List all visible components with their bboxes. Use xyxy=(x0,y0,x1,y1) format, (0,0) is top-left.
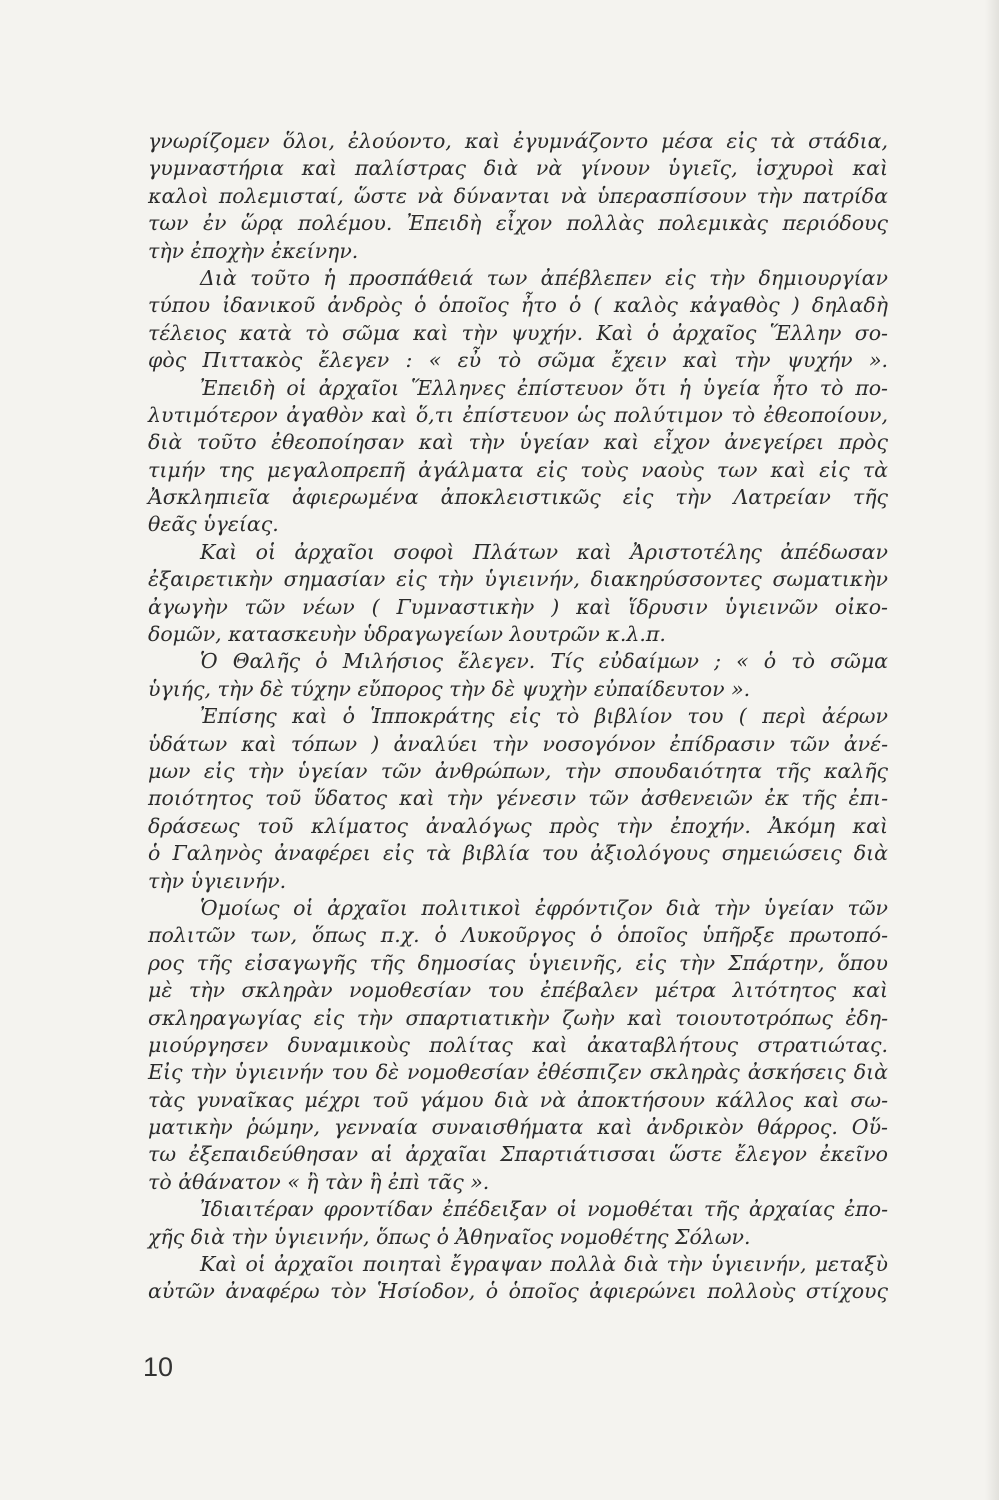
text-line: τὰς γυναῖκας μέχρι τοῦ γάμου διὰ νὰ ἀποκτήσουν κάλλος καὶ σω- xyxy=(148,1087,888,1112)
text-line: Καὶ οἱ ἀρχαῖοι ποιηταὶ ἔγραψαν πολλὰ διὰ τὴν ὑγιεινήν, μεταξὺ xyxy=(200,1252,888,1277)
text-line: Εἰς τὴν ὑγιεινήν του δὲ νομοθεσίαν ἐθέσπιζεν σκληρὰς ἀσκήσεις διὰ xyxy=(148,1060,888,1085)
text-line: Καὶ οἱ ἀρχαῖοι σοφοὶ Πλάτων καὶ Ἀριστοτέλης ἀπέδωσαν xyxy=(200,539,888,564)
body-text xyxy=(148,128,888,1306)
text-line: τὴν ἐποχὴν ἐκείνην. xyxy=(148,238,359,263)
text-line: ἀγωγὴν τῶν νέων ( Γυμναστικὴν ) καὶ ἵδρυσιν ὑγιεινῶν οἰκο- xyxy=(148,594,888,619)
page-number: 10 xyxy=(143,1352,174,1382)
text-line: θεᾶς ὑγείας. xyxy=(148,512,279,537)
text-line: φὸς Πιττακὸς ἔλεγεν : « εὖ τὸ σῶμα ἔχειν καὶ τὴν ψυχήν ». xyxy=(148,348,888,373)
text-line: ὑγιής, τὴν δὲ τύχην εὔπορος τὴν δὲ ψυχὴν εὐπαίδευτον ». xyxy=(148,676,751,701)
text-line: Ἀσκληπιεῖα ἀφιερωμένα ἀποκλειστικῶς εἰς τὴν Λατρείαν τῆς xyxy=(148,485,888,510)
text-line: γνωρίζομεν ὅλοι, ἐλούοντο, καὶ ἐγυμνάζοντο μέσα εἰς τὰ στάδια, xyxy=(148,129,888,153)
text-line: τιμήν της μεγαλοπρεπῆ ἀγάλματα εἰς τοὺς ναοὺς των καὶ εἰς τὰ xyxy=(148,457,888,482)
text-line: Ἰδιαιτέραν φροντίδαν ἐπέδειξαν οἱ νομοθέται τῆς ἀρχαίας ἐπο- xyxy=(200,1197,888,1222)
text-line: γυμναστήρια καὶ παλίστρας διὰ νὰ γίνουν ὑγιεῖς, ἰσχυροὶ καὶ xyxy=(148,156,888,181)
text-line: μὲ τὴν σκληρὰν νομοθεσίαν του ἐπέβαλεν μέτρα λιτότητος καὶ xyxy=(148,978,888,1003)
text-line: τύπου ἰδανικοῦ ἀνδρὸς ὁ ὁποῖος ἦτο ὁ ( καλὸς κἀγαθὸς ) δηλαδὴ xyxy=(148,293,888,318)
text-line: Ἐπίσης καὶ ὁ Ἱπποκράτης εἰς τὸ βιβλίον του ( περὶ ἀέρων xyxy=(200,704,888,729)
text-line: αὐτῶν ἀναφέρω τὸν Ἡσίοδον, ὁ ὁποῖος ἀφιερώνει πολλοὺς στίχους xyxy=(148,1279,888,1304)
text-line: Διὰ τοῦτο ἡ προσπάθειά των ἀπέβλεπεν εἰς τὴν δημιουργίαν xyxy=(200,265,888,290)
text-line: ὁ Γαληνὸς ἀναφέρει εἰς τὰ βιβλία του ἀξιολόγους σημειώσεις διὰ xyxy=(148,841,888,866)
text-line: ἐξαιρετικὴν σημασίαν εἰς τὴν ὑγιεινήν, διακηρύσσοντες σωματικὴν xyxy=(148,567,888,592)
text-line: τὴν ὑγιεινήν. xyxy=(148,868,287,893)
text-line: διὰ τοῦτο ἐθεοποίησαν καὶ τὴν ὑγείαν καὶ εἶχον ἀνεγείρει πρὸς xyxy=(148,430,888,455)
text-line: σκληραγωγίας εἰς τὴν σπαρτιατικὴν ζωὴν καὶ τοιουτοτρόπως ἐδη- xyxy=(148,1005,888,1030)
text-line: τω ἐξεπαιδεύθησαν αἱ ἀρχαῖαι Σπαρτιάτισσαι ὥστε ἔλεγον ἐκεῖνο xyxy=(148,1142,888,1167)
text-line: μιούργησεν δυναμικοὺς πολίτας καὶ ἀκαταβλήτους στρατιώτας. xyxy=(148,1032,888,1057)
text-line: πολιτῶν των, ὅπως π.χ. ὁ Λυκοῦργος ὁ ὁποῖος ὑπῆρξε πρωτοπό- xyxy=(148,923,888,948)
text-line: Ὁμοίως οἱ ἀρχαῖοι πολιτικοὶ ἐφρόντιζον διὰ τὴν ὑγείαν τῶν xyxy=(200,895,888,920)
text-line: των ἐν ὥρᾳ πολέμου. Ἐπειδὴ εἶχον πολλὰς πολεμικὰς περιόδους xyxy=(148,211,888,236)
text-line: ὑδάτων καὶ τόπων ) ἀναλύει τὴν νοσογόνον ἐπίδρασιν τῶν ἀνέ- xyxy=(148,731,888,756)
text-line: λυτιμότερον ἀγαθὸν καὶ ὅ,τι ἐπίστευον ὡς πολύτιμον τὸ ἐθεοποίουν, xyxy=(148,402,888,427)
text-line: δομῶν, κατασκευὴν ὑδραγωγείων λουτρῶν κ.λ.π. xyxy=(148,622,666,647)
text-line: ματικὴν ῥώμην, γενναία συναισθήματα καὶ ἀνδρικὸν θάρρος. Οὕ- xyxy=(148,1115,888,1140)
text-line: καλοὶ πολεμισταί, ὥστε νὰ δύνανται νὰ ὑπερασπίσουν τὴν πατρίδα xyxy=(148,183,888,208)
page-edge-shadow xyxy=(985,0,999,1500)
text-line: τὸ ἀθάνατον « ἢ τὰν ἢ ἐπὶ τᾶς ». xyxy=(148,1169,490,1194)
text-line: Ἐπειδὴ οἱ ἀρχαῖοι Ἕλληνες ἐπίστευον ὅτι ἡ ὑγεία ἦτο τὸ πο- xyxy=(200,375,888,400)
text-line: ρος τῆς εἰσαγωγῆς τῆς δημοσίας ὑγιεινῆς, εἰς τὴν Σπάρτην, ὅπου xyxy=(148,950,888,975)
text-line: μων εἰς τὴν ὑγείαν τῶν ἀνθρώπων, τὴν σπουδαιότητα τῆς καλῆς xyxy=(148,758,888,783)
text-line: τέλειος κατὰ τὸ σῶμα καὶ τὴν ψυχήν. Καὶ ὁ ἀρχαῖος Ἕλλην σο- xyxy=(148,320,888,345)
text-line: ποιότητος τοῦ ὕδατος καὶ τὴν γένεσιν τῶν ἀσθενειῶν ἐκ τῆς ἐπι- xyxy=(148,786,888,811)
text-line: δράσεως τοῦ κλίματος ἀναλόγως πρὸς τὴν ἐποχήν. Ἀκόμη καὶ xyxy=(148,813,888,838)
text-line: Ὁ Θαλῆς ὁ Μιλήσιος ἔλεγεν. Τίς εὐδαίμων ; « ὁ τὸ σῶμα xyxy=(200,649,888,674)
text-line: χῆς διὰ τὴν ὑγιεινήν, ὅπως ὁ Ἀθηναῖος νομοθέτης Σόλων. xyxy=(148,1224,751,1249)
